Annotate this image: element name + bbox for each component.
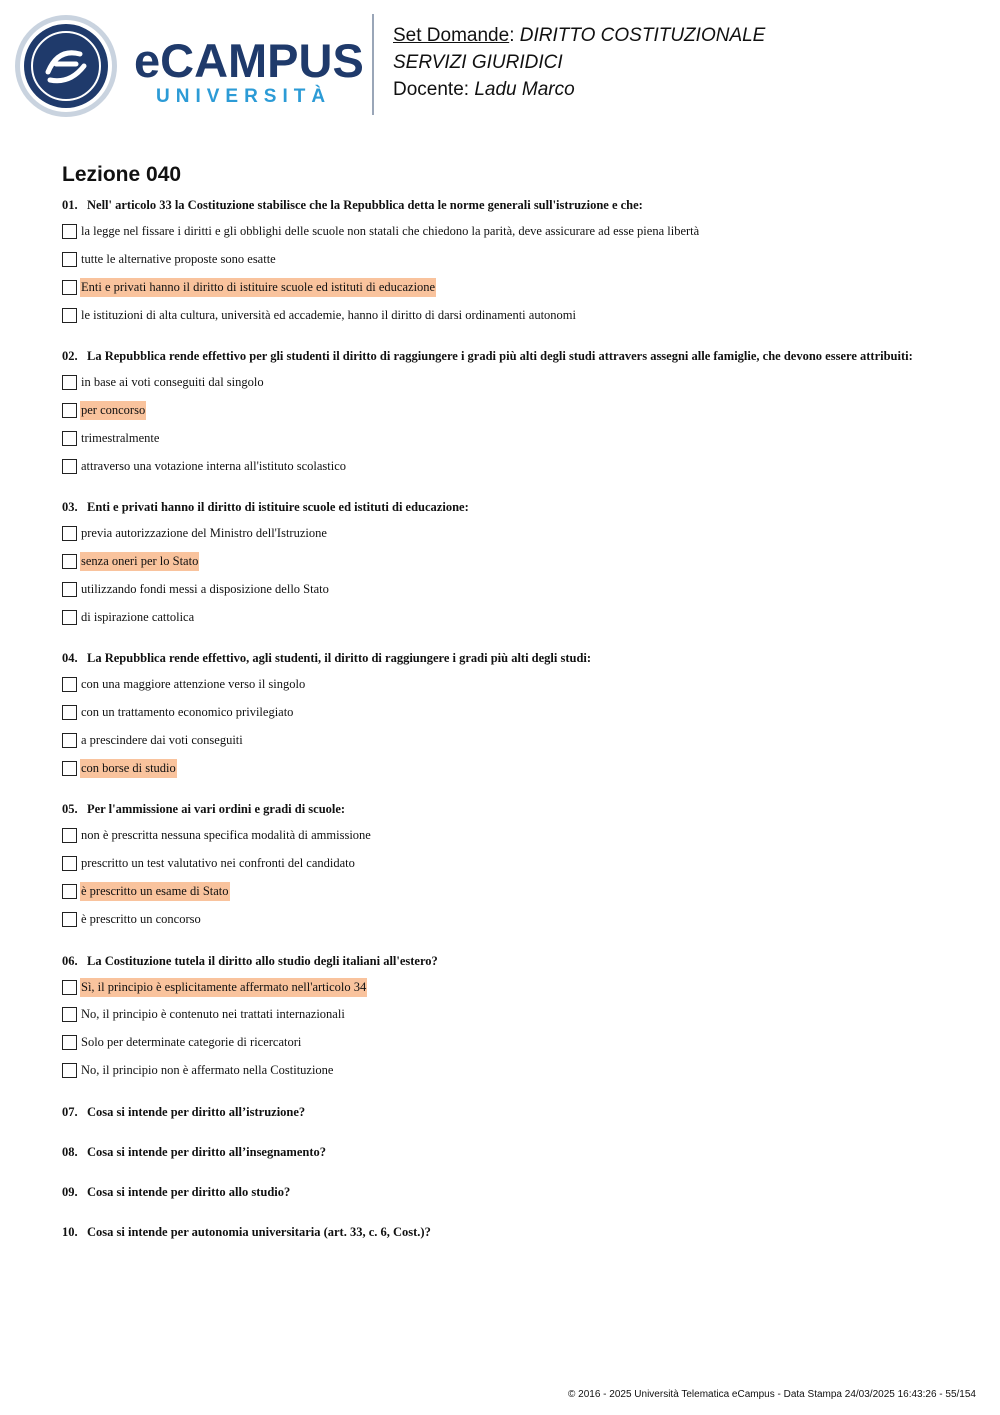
question-07 — [62, 1104, 987, 1120]
option-03-d[interactable] — [62, 608, 195, 627]
question-09 — [62, 1184, 987, 1200]
option-04-c[interactable] — [62, 731, 244, 750]
set-separator: : — [509, 25, 520, 46]
question-text: Cosa si intende per autonomia universitaria (art. 33, c. 6, Cost.)? — [87, 1225, 431, 1239]
question-number: 06. — [62, 954, 78, 968]
page-footer: © 2016 - 2025 Università Telematica eCampus - Data Stampa 24/03/2025 16:43:26 - 55/154 — [568, 1389, 976, 1400]
checkbox[interactable] — [62, 733, 77, 748]
option-text: No, il principio non è affermato nella Costituzione — [81, 1063, 334, 1077]
option-01-d[interactable] — [62, 306, 577, 325]
option-text: tutte le alternative proposte sono esatte — [81, 252, 276, 266]
option-text-highlighted: Sì, il principio è esplicitamente affermato nell'articolo 34 — [80, 978, 367, 997]
question-number: 09. — [62, 1185, 78, 1199]
checkbox[interactable] — [62, 1063, 77, 1078]
option-06-c[interactable] — [62, 1033, 302, 1052]
set-label: Set Domande — [393, 25, 510, 46]
option-text: No, il principio è contenuto nei trattati internazionali — [81, 1007, 345, 1021]
question-04 — [62, 650, 987, 666]
checkbox[interactable] — [62, 705, 77, 720]
option-text: di ispirazione cattolica — [81, 610, 195, 624]
checkbox[interactable] — [62, 554, 77, 569]
checkbox[interactable] — [62, 308, 77, 323]
checkbox[interactable] — [62, 912, 77, 927]
option-06-d[interactable] — [62, 1061, 334, 1080]
checkbox[interactable] — [62, 375, 77, 390]
set-info — [393, 22, 983, 103]
option-text: Solo per determinate categorie di ricercatori — [81, 1035, 302, 1049]
option-text: a prescindere dai voti conseguiti — [81, 733, 243, 747]
option-03-a[interactable] — [62, 524, 328, 543]
checkbox[interactable] — [62, 828, 77, 843]
option-text: prescritto un test valutativo nei confronti del candidato — [81, 856, 355, 870]
option-text-highlighted: con borse di studio — [80, 759, 177, 778]
option-05-c-correct[interactable] — [62, 882, 230, 901]
question-text: La Repubblica rende effettivo per gli studenti il diritto di raggiungere i gradi più alti degli studi attravers assegni alle famiglie, che devono essere attribuiti: — [87, 349, 913, 363]
option-03-b-correct[interactable] — [62, 552, 199, 571]
option-text: attraverso una votazione interna all'istituto scolastico — [81, 459, 347, 473]
option-text: utilizzando fondi messi a disposizione dello Stato — [81, 582, 329, 596]
brand-name: eCAMPUS — [134, 34, 364, 87]
option-text: con una maggiore attenzione verso il singolo — [81, 677, 306, 691]
checkbox[interactable] — [62, 761, 77, 776]
option-05-b[interactable] — [62, 854, 356, 873]
question-text: Cosa si intende per diritto allo studio? — [87, 1185, 291, 1199]
question-text: Nell' articolo 33 la Costituzione stabilisce che la Repubblica detta le norme generali sull'istruzione e che: — [87, 198, 643, 212]
option-text: non è prescritta nessuna specifica modalità di ammissione — [81, 828, 371, 842]
checkbox[interactable] — [62, 582, 77, 597]
teacher-label: Docente: — [393, 79, 475, 100]
option-02-c[interactable] — [62, 429, 160, 448]
option-text: trimestralmente — [81, 431, 160, 445]
option-05-d[interactable] — [62, 910, 202, 929]
checkbox[interactable] — [62, 459, 77, 474]
option-text: le istituzioni di alta cultura, università ed accademie, hanno il diritto di darsi ordinamenti autonomi — [81, 308, 577, 322]
subject-line-1: DIRITTO COSTITUZIONALE — [519, 25, 766, 46]
teacher-name: Ladu Marco — [474, 79, 575, 100]
subject-line-2: SERVIZI GIURIDICI — [393, 52, 563, 73]
option-text-highlighted: è prescritto un esame di Stato — [80, 882, 230, 901]
question-03 — [62, 499, 987, 515]
brand-subtitle: UNIVERSITÀ — [156, 86, 332, 107]
question-text: Cosa si intende per diritto all’istruzione? — [87, 1105, 306, 1119]
question-text: Cosa si intende per diritto all’insegnamento? — [87, 1145, 327, 1159]
checkbox[interactable] — [62, 224, 77, 239]
option-01-c-correct[interactable] — [62, 278, 436, 297]
checkbox[interactable] — [62, 980, 77, 995]
option-04-d-correct[interactable] — [62, 759, 177, 778]
question-number: 07. — [62, 1105, 78, 1119]
option-text: previa autorizzazione del Ministro dell'Istruzione — [81, 526, 327, 540]
header-divider — [372, 14, 374, 115]
question-08 — [62, 1144, 987, 1160]
checkbox[interactable] — [62, 526, 77, 541]
question-10 — [62, 1224, 987, 1240]
teacher-line — [393, 76, 983, 103]
option-text: in base ai voti conseguiti dal singolo — [81, 375, 264, 389]
question-01 — [62, 197, 987, 213]
set-title-line — [393, 22, 983, 49]
option-02-a[interactable] — [62, 373, 265, 392]
checkbox[interactable] — [62, 431, 77, 446]
option-02-b-correct[interactable] — [62, 401, 146, 420]
option-03-c[interactable] — [62, 580, 330, 599]
ecampus-wordmark — [134, 34, 364, 108]
checkbox[interactable] — [62, 280, 77, 295]
question-text: La Repubblica rende effettivo, agli studenti, il diritto di raggiungere i gradi più alti degli studi: — [87, 651, 592, 665]
question-number: 02. — [62, 349, 78, 363]
option-01-a[interactable] — [62, 222, 700, 241]
option-06-b[interactable] — [62, 1005, 346, 1024]
checkbox[interactable] — [62, 403, 77, 418]
option-text: la legge nel fissare i diritti e gli obblighi delle scuole non statali che chiedono la parità, deve assicurare ad esse piena libertà — [81, 224, 700, 238]
option-text: è prescritto un concorso — [81, 912, 201, 926]
checkbox[interactable] — [62, 1035, 77, 1050]
option-02-d[interactable] — [62, 457, 347, 476]
checkbox[interactable] — [62, 677, 77, 692]
option-text: con un trattamento economico privilegiato — [81, 705, 294, 719]
question-number: 04. — [62, 651, 78, 665]
ecampus-seal-logo — [14, 14, 118, 118]
question-number: 08. — [62, 1145, 78, 1159]
question-text: Enti e privati hanno il diritto di istituire scuole ed istituti di educazione: — [87, 500, 469, 514]
question-text: Per l'ammissione ai vari ordini e gradi di scuole: — [87, 802, 346, 816]
option-text-highlighted: senza oneri per lo Stato — [80, 552, 199, 571]
question-number: 01. — [62, 198, 78, 212]
option-04-b[interactable] — [62, 703, 294, 722]
option-04-a[interactable] — [62, 675, 306, 694]
checkbox[interactable] — [62, 856, 77, 871]
checkbox[interactable] — [62, 252, 77, 267]
question-06 — [62, 953, 987, 969]
lesson-title: Lezione 040 — [62, 163, 182, 186]
question-number: 05. — [62, 802, 78, 816]
question-number: 03. — [62, 500, 78, 514]
question-05 — [62, 801, 987, 817]
option-01-b[interactable] — [62, 250, 277, 269]
question-02 — [62, 348, 987, 364]
question-number: 10. — [62, 1225, 78, 1239]
option-05-a[interactable] — [62, 826, 372, 845]
checkbox[interactable] — [62, 610, 77, 625]
checkbox[interactable] — [62, 884, 77, 899]
option-text-highlighted: Enti e privati hanno il diritto di istituire scuole ed istituti di educazione — [80, 278, 436, 297]
checkbox[interactable] — [62, 1007, 77, 1022]
question-text: La Costituzione tutela il diritto allo studio degli italiani all'estero? — [87, 954, 438, 968]
option-06-a-correct[interactable] — [62, 978, 367, 997]
option-text-highlighted: per concorso — [80, 401, 146, 420]
